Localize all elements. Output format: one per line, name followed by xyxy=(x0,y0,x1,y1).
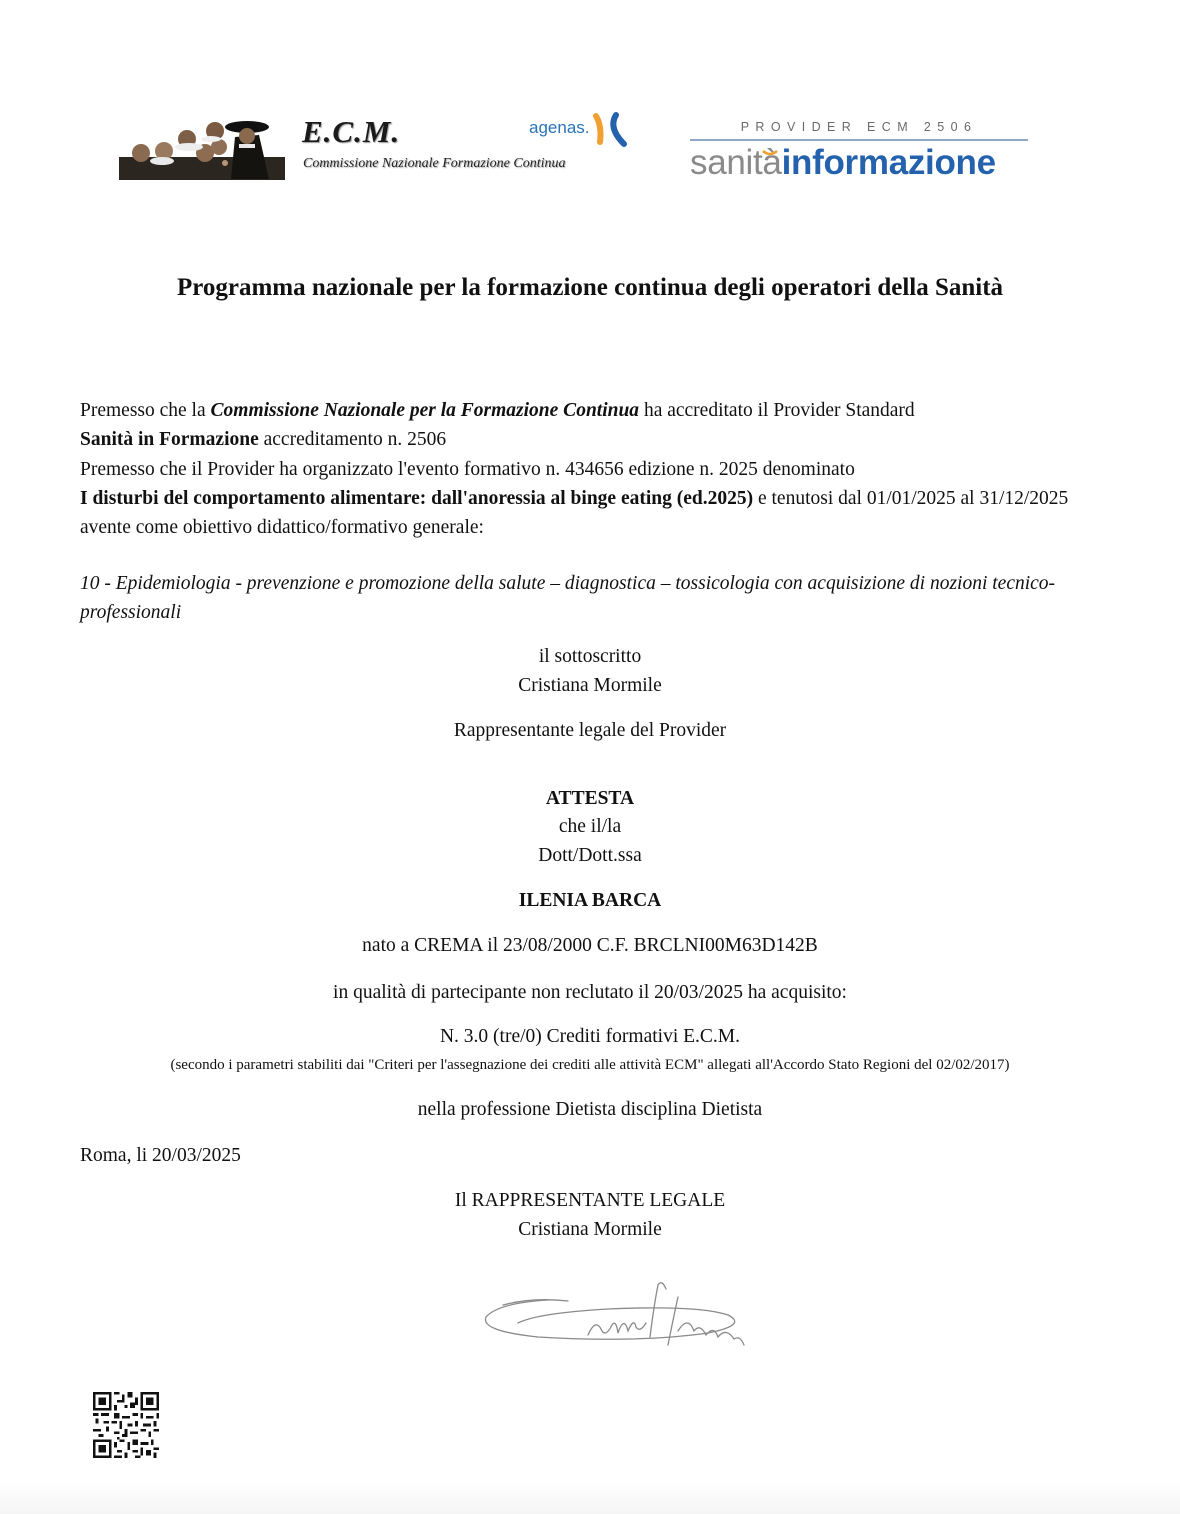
ecm-logo-subtitle: Commissione Nazionale Formazione Continua xyxy=(303,156,566,171)
participant-name: ILENIA BARCA xyxy=(518,890,662,911)
accreditation-number: accreditamento n. 2506 xyxy=(258,429,447,450)
credits-criteria-note: (secondo i parametri stabiliti dai "Criteri per l'assegnazione dei crediti alle attività ECM" allegati all'Accordo Stato Regioni del 02/02/2017) xyxy=(170,1057,1010,1073)
attestation-che: che il/la xyxy=(558,816,622,837)
profession-discipline: nella professione Dietista disciplina Dietista xyxy=(417,1099,763,1120)
qr-code-icon[interactable] xyxy=(93,1392,159,1458)
participant-title: Dott/Dott.ssa xyxy=(538,845,642,866)
event-period: e tenutosi dal 01/01/2025 al 31/12/2025 avente come obiettivo didattico/formativo generale: xyxy=(80,488,1069,538)
brand-bold: informazione xyxy=(781,143,996,182)
handwritten-signature-icon xyxy=(478,1275,758,1365)
document-title: Programma nazionale per la formazione continua degli operatori della Sanità xyxy=(176,274,1004,301)
credits-awarded: N. 3.0 (tre/0) Crediti formativi E.C.M. xyxy=(439,1026,741,1047)
brand-light: sanità xyxy=(690,143,782,182)
signatory-intro: il sottoscritto xyxy=(538,646,642,667)
provider-brand xyxy=(690,141,996,185)
signatory-name: Cristiana Mormile xyxy=(518,675,662,696)
closing-role: Il RAPPRESENTANTE LEGALE xyxy=(454,1190,726,1211)
closing-name: Cristiana Mormile xyxy=(518,1219,662,1240)
event-title: I disturbi del comportamento alimentare: dall'anoressia al binge eating (ed.2025) xyxy=(80,488,754,509)
provider-name: Sanità in Formazione xyxy=(80,429,259,450)
premise-prefix: Premesso che la xyxy=(80,400,211,421)
signatory-role: Rappresentante legale del Provider xyxy=(453,720,727,741)
premise-paragraph-2 xyxy=(80,455,1110,542)
premise-line-1 xyxy=(80,396,1110,425)
brand-accent-icon xyxy=(762,143,778,149)
ecm-logo-title: E.C.M. xyxy=(302,114,401,149)
painting-anatomy-lesson-icon xyxy=(119,117,285,180)
premise-suffix: ha accreditato il Provider Standard xyxy=(639,400,915,421)
premise-line-2 xyxy=(80,425,1110,454)
attestation-verb: ATTESTA xyxy=(545,788,635,809)
educational-objective: 10 - Epidemiologia - prevenzione e promozione della salute – diagnostica – tossicologia con acquisizione di nozioni tecnico-professionali xyxy=(80,573,1056,623)
commission-name: Commissione Nazionale per la Formazione Continua xyxy=(210,400,640,421)
participant-birth-details: nato a CREMA il 23/08/2000 C.F. BRCLNI00M63D142B xyxy=(362,935,818,956)
agenas-logo-text: agenas. xyxy=(529,118,590,137)
place-date: Roma, li 20/03/2025 xyxy=(80,1145,241,1166)
participation-quality: in qualità di partecipante non reclutato il 20/03/2025 ha acquisito: xyxy=(333,982,847,1003)
provider-label: PROVIDER ECM 2506 xyxy=(740,120,978,134)
event-intro: Premesso che il Provider ha organizzato l'evento formativo n. 434656 edizione n. 2025 denominato xyxy=(80,459,855,480)
agenas-mark-icon xyxy=(590,112,630,148)
